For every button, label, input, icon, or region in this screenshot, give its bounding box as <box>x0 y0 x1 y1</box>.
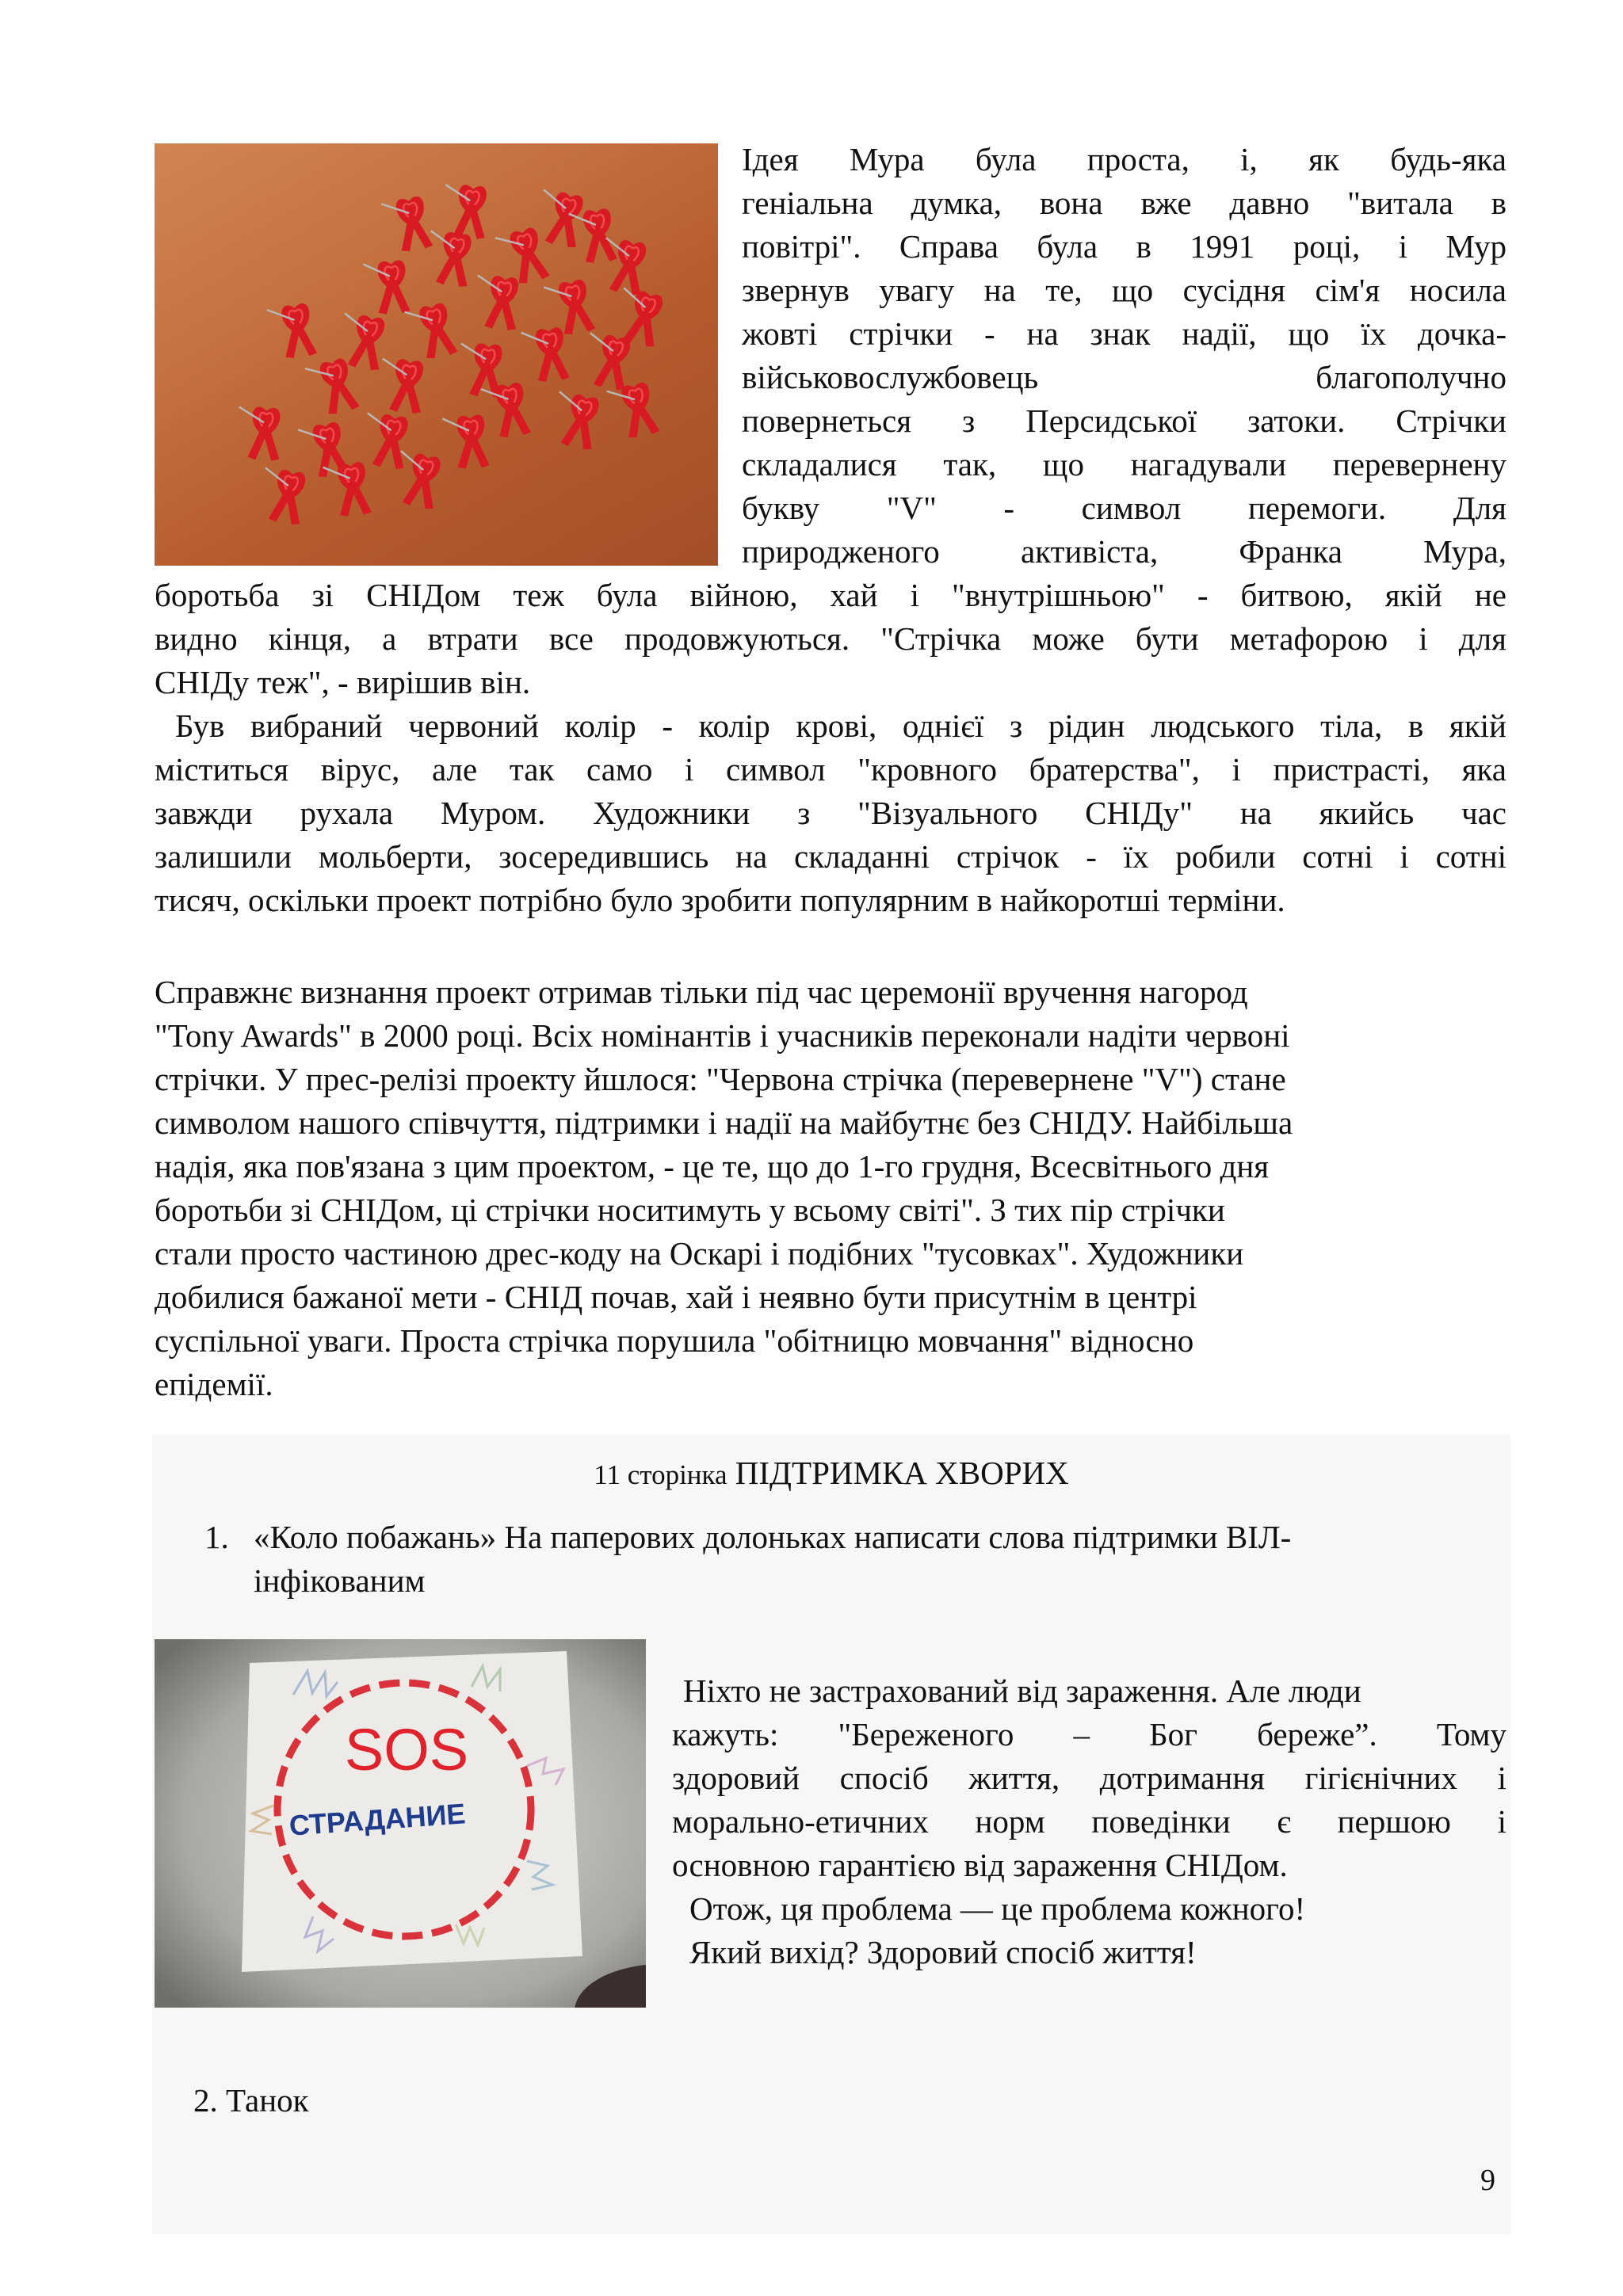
paragraph-line: тисяч, оскільки проект потрібно було зробити популярним в найкоротші терміни. <box>155 882 1285 918</box>
paragraph-line: здоровий спосіб життя, дотримання гігієнічних і <box>672 1760 1507 1796</box>
red-ribbon <box>323 461 372 518</box>
intro-full-text <box>155 574 1507 704</box>
red-ribbon <box>235 406 283 462</box>
paragraph-line: боротьби зі СНІДом, ці стрічки носитимуть у всьому світі". З тих пір стрічки <box>155 1192 1225 1228</box>
paragraph-prevention <box>672 1669 1507 1887</box>
list-item-line: інфікованим <box>254 1562 426 1599</box>
red-ribbon <box>568 208 617 265</box>
red-ribbon <box>544 278 596 338</box>
red-ribbons-photo <box>155 143 718 566</box>
list-item-line: «Коло побажань» На паперових долоньках написати слова підтримки ВІЛ- <box>254 1519 1292 1555</box>
paragraph-line: завжди рухала Муром. Художники з "Візуального СНІДу" на якийсь час <box>155 795 1507 831</box>
paragraph-line: Був вибраний червоний колір - колір крові, однієї з рідин людського тіла, в якій <box>175 707 1507 744</box>
red-ribbon <box>606 381 660 442</box>
paragraph-line: "Tony Awards" в 2000 році. Всіх номінантів і учасників переконали надіти червоні <box>155 1017 1290 1054</box>
red-ribbon <box>548 390 602 451</box>
red-ribbon <box>257 466 309 525</box>
intro-right-line: природженого активіста, Франка Мура, <box>742 533 1507 570</box>
red-ribbon <box>521 326 570 383</box>
red-ribbon <box>472 274 521 331</box>
paragraph-line: Ніхто не застрахований від зараження. Але люди <box>683 1672 1361 1709</box>
red-ribbon <box>363 260 411 316</box>
red-ribbon <box>361 412 411 471</box>
red-ribbon <box>441 183 490 239</box>
red-ribbon <box>424 230 475 288</box>
sos-poster-photo <box>155 1639 646 2008</box>
intro-right-line: складалися так, що нагадували перевернену <box>742 446 1507 482</box>
paragraph-line: основною гарантією від зараження СНІДом. <box>672 1847 1288 1883</box>
page-number: 9 <box>1480 2164 1495 2197</box>
intro-full-line: боротьба зі СНІДом теж була війною, хай і "внутрішньою" - битвою, якій не <box>155 577 1507 613</box>
red-ribbon <box>381 195 433 254</box>
section-heading <box>152 1451 1510 1497</box>
paragraph-line: стали просто частиною дрес-коду на Оскарі і подібних "тусовках". Художники <box>155 1235 1244 1272</box>
red-ribbon <box>305 357 361 418</box>
red-ribbon <box>481 382 532 441</box>
red-ribbon <box>377 357 426 414</box>
paragraph-line: стрічки. У прес-релізі проекту йшлося: "Червона стрічка (перевернене "V") стане <box>155 1061 1286 1097</box>
intro-right-line: повернеться з Персидської затоки. Стрічки <box>742 402 1507 439</box>
intro-right-text <box>742 138 1507 574</box>
paragraph-line: Який вихід? Здоровий спосіб життя! <box>689 1934 1197 1970</box>
paragraph-line: символом нашого співчуття, підтримки і надії на майбутнє без СНІДУ. Найбільша <box>155 1104 1293 1141</box>
intro-right-line: геніальна думка, вона вже давно "витала в <box>742 185 1507 221</box>
red-ribbons-illustration <box>155 143 718 566</box>
list-item-number: 1. <box>204 1519 229 1555</box>
paragraph-line: суспільної уваги. Проста стрічка порушила "обітницю мовчання" відносно <box>155 1322 1194 1359</box>
paragraph-red-color <box>155 704 1507 922</box>
red-ribbon <box>442 414 490 471</box>
paragraph-line: залишили мольберти, зосередившись на складанні стрічок - їх робили сотні і сотні <box>155 838 1507 875</box>
poster-sos-text: SOS <box>344 1717 469 1783</box>
paragraph-conclusion <box>689 1887 1506 1974</box>
intro-full-line: видно кінця, а втрати все продовжуються. "Стрічка може бути метафорою і для <box>155 620 1507 657</box>
heading-title: ПІДТРИМКА ХВОРИХ <box>735 1455 1069 1491</box>
paragraph-line: морально-етичних норм поведінки є першою і <box>672 1803 1507 1840</box>
paragraph-line: епідемії. <box>155 1366 273 1402</box>
paragraph-line: кажуть: "Береженого – Бог береже”. Тому <box>672 1716 1507 1753</box>
sos-poster-illustration <box>155 1639 646 2008</box>
paragraph-line: Справжнє визнання проект отримав тільки під час церемонії вручення нагород <box>155 974 1248 1010</box>
intro-right-line: букву "V" - символ перемоги. Для <box>742 490 1507 526</box>
intro-right-line: повітрі". Справа була в 1991 році, і Мур <box>742 228 1507 265</box>
list-item-dance: 2. Танок <box>193 2082 309 2119</box>
intro-right-line: жовті стрічки - на знак надії, що їх дочка- <box>742 315 1507 352</box>
red-ribbon <box>404 302 458 363</box>
intro-full-line: СНІДу теж", - вирішив він. <box>155 664 531 700</box>
paragraph-line: добилися бажаної мети - СНІД почав, хай і неявно бути присутнім в центрі <box>155 1279 1197 1315</box>
paragraph-line: міститься вірус, але так само і символ "кровного братерства", і пристрасті, яка <box>155 751 1507 788</box>
red-ribbon <box>582 331 634 391</box>
paragraph-line: надія, яка пов'язана з цим проектом, - це те, що до 1-го грудня, Всесвітнього дня <box>155 1148 1270 1184</box>
poster-caption-text: СТРАДАНИЕ <box>288 1797 467 1842</box>
red-ribbon <box>267 303 318 361</box>
paragraph-tony-awards <box>155 971 1507 1406</box>
intro-right-line: Ідея Мура була проста, і, як будь-яка <box>742 141 1507 177</box>
intro-right-line: військовослужбовець благополучно <box>742 359 1507 395</box>
intro-right-line: звернув увагу на те, що сусідня сім'я носила <box>742 272 1507 308</box>
paragraph-line: Отож, ця проблема — це проблема кожного! <box>689 1890 1306 1927</box>
heading-page-ref: 11 сторінка <box>594 1459 727 1490</box>
